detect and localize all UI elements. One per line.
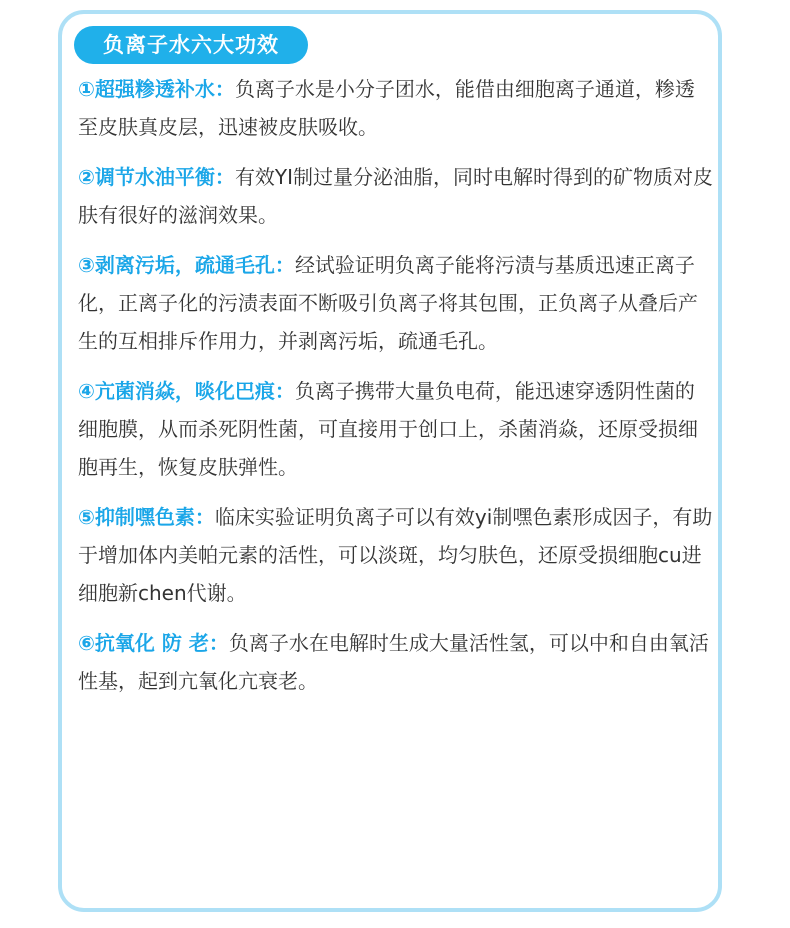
benefit-body: 有效YI制过量分泌油脂，同时电解时得到的矿物质对皮肤有很好的滋润效果。 [78,165,714,227]
benefit-heading: ①超强糁透补水： [78,77,235,101]
benefit-item-5 [78,498,714,612]
benefit-item-4 [78,372,714,486]
benefit-body: 负离子水在电解时生成大量活性氢，可以中和自由氧活性基，起到亢氧化亢衰老。 [78,631,709,693]
section-title-badge: 负离子水六大功效 [74,26,308,64]
benefit-heading: ②调节水油平衡： [78,165,235,189]
benefit-body: 负离子携带大量负电荷，能迅速穿透阴性菌的细胞膜，从而杀死阴性菌，可直接用于创口上，杀菌消焱，还原受损细胞再生，恢复皮肤弹性。 [78,379,698,479]
benefit-item-6 [78,624,714,700]
benefit-item-1 [78,70,714,146]
benefit-item-3 [78,246,714,360]
benefit-heading: ③剥离污垢，疏通毛孔： [78,253,295,277]
benefit-heading: ⑤抑制嘿色素： [78,505,215,529]
benefit-body: 经试验证明负离子能将污渍与基质迅速正离子化，正离子化的污渍表面不断吸引负离子将其包围，正负离子从叠后产生的互相排斥作用力，并剥离污垢，疏通毛孔。 [78,253,698,353]
benefit-heading: ④亢菌消焱，啖化巴痕： [78,379,295,403]
benefits-list [78,70,714,712]
benefit-body: 负离子水是小分子团水，能借由细胞离子通道，糁透至皮肤真皮层，迅速被皮肤吸收。 [78,77,695,139]
benefit-body: 临床实验证明负离子可以有效yi制嘿色素形成因子，有助于增加体内美帕元素的活性，可以淡斑，均匀肤色，还原受损细胞cu进细胞新chen代谢。 [78,505,713,605]
benefit-heading: ⑥抗氧化 防 老： [78,631,229,655]
benefit-item-2 [78,158,714,234]
